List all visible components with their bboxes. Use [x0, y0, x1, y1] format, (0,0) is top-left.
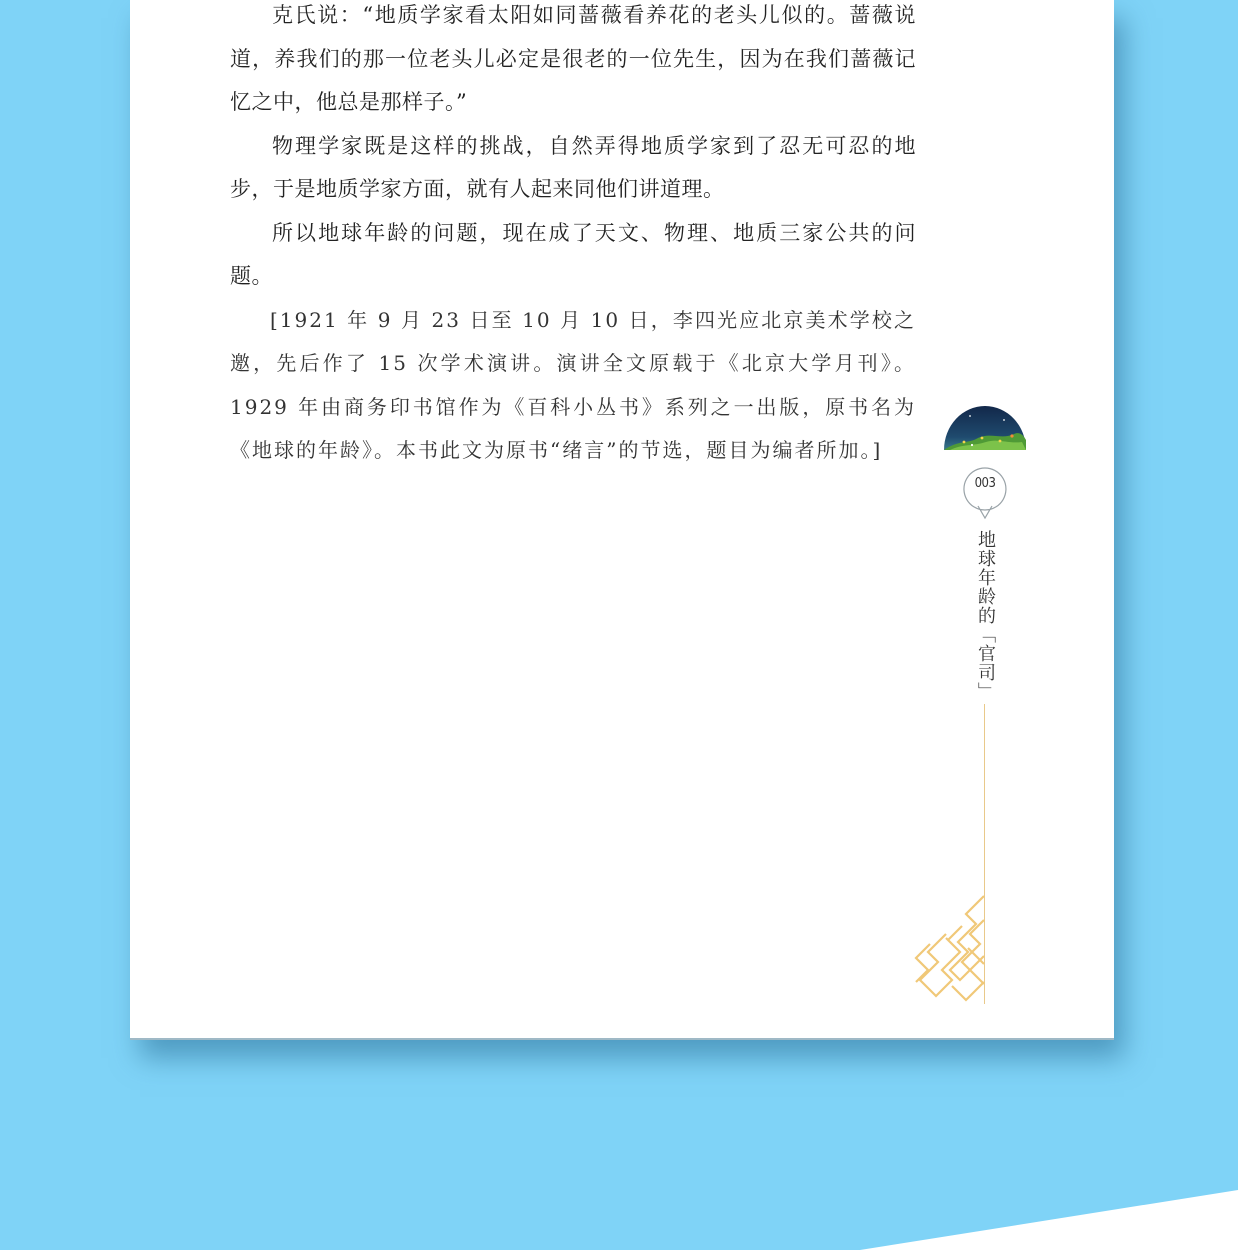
paragraph-3: 所以地球年龄的问题，现在成了天文、物理、地质三家公共的问题。 — [230, 220, 916, 288]
page-number: 003 — [974, 476, 996, 491]
chinese-knot-ornament — [906, 890, 996, 1008]
paragraph-2: 物理学家既是这样的挑战，自然弄得地质学家到了忍无可忍的地步，于是地质学家方面，就有人起来同他们讲道理。 — [230, 133, 916, 201]
book-page — [130, 0, 1114, 1040]
chapter-title: 地球年龄的「官司」 — [975, 530, 996, 701]
night-hill-icon — [942, 400, 1028, 452]
editor-note: [1921 年 9 月 23 日至 10 月 10 日，李四光应北京美术学校之邀，先后作了 15 次学术演讲。演讲全文原载于《北京大学月刊》。1929 年由商务印书馆作为《百科小丛书》系列之一出版，原书名为《地球的年龄》。本书此文为原书“绪言”的节选，题目为编者所加。] — [230, 307, 916, 462]
paragraph-1: 克氏说：“地质学家看太阳如同蔷薇看养花的老头儿似的。蔷薇说道，养我们的那一位老头儿必定是很老的一位先生，因为在我们蔷薇记忆之中，他总是那样子。” — [230, 3, 916, 114]
body-text — [230, 0, 916, 473]
side-margin — [942, 400, 1028, 1010]
page-number-bubble — [962, 466, 1008, 520]
